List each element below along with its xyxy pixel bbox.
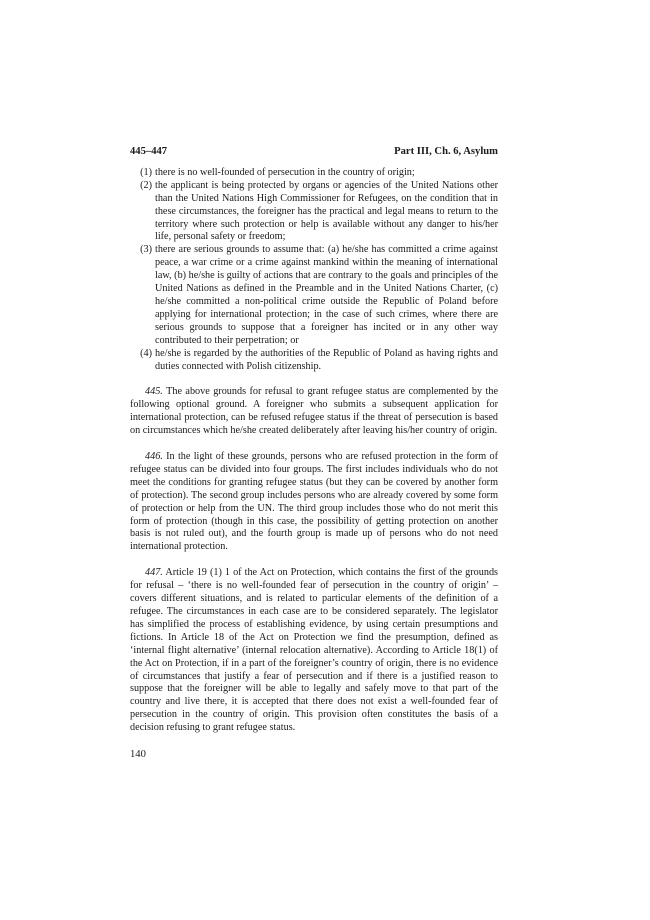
list-item-number: (3) bbox=[140, 244, 152, 256]
list-item-text: there is no well-founded of persecution in the country of origin; bbox=[155, 166, 415, 178]
page-number: 140 bbox=[130, 749, 146, 761]
paragraph-445 bbox=[130, 386, 498, 438]
list-item-number: (2) bbox=[140, 179, 152, 191]
paragraph-447 bbox=[130, 567, 498, 735]
list-item-number: (4) bbox=[140, 347, 152, 359]
list-item bbox=[130, 180, 498, 245]
list-item-text: there are serious grounds to assume that: (a) he/she has committed a crime against peace, a war crime or a crime against mankind within the meaning of international law, (b) he/she is guilty of actions that are contrary to the goals and principles of the United Nations as defined in the Preamble and in the United Nations Charter, (c) he/she committed a non-political crime outside the Republic of Poland before applying for international protection; in the case of such crimes, where there are serious grounds to suppose that a foreigner has incited or in any other way contributed to their perpetration; or bbox=[155, 244, 498, 346]
running-head bbox=[130, 146, 498, 159]
list-item bbox=[130, 244, 498, 347]
book-page bbox=[130, 146, 498, 762]
list-item bbox=[130, 348, 498, 374]
list-item-text: he/she is regarded by the authorities of the Republic of Poland as having rights and duties connected with Polish citizenship. bbox=[155, 347, 498, 372]
section-range: 445–447 bbox=[130, 146, 168, 157]
list-item-text: the applicant is being protected by organs or agencies of the United Nations other than the United Nations High Commissioner for Refugees, on the condition that in these circumstances, the foreigner has the practical and legal means to return to the territory where such protection or help is available without any danger to his/her life, personal safety or freedom; bbox=[155, 179, 498, 243]
list-item bbox=[130, 167, 498, 180]
list-item-number: (1) bbox=[140, 166, 152, 178]
paragraph-number: 447. bbox=[145, 567, 163, 579]
paragraph-number: 445. bbox=[145, 386, 163, 398]
grounds-list bbox=[130, 167, 498, 374]
chapter-title: Part III, Ch. 6, Asylum bbox=[394, 146, 498, 157]
paragraph-text: The above grounds for refusal to grant refugee status are complemented by the following optional ground. A foreigner who submits a subsequent application for international protection, can be refused refugee status if the threat of persecution is based on circumstances which he/she created deliberately after leaving his/her country of origin. bbox=[130, 386, 498, 437]
paragraph-number: 446. bbox=[145, 451, 163, 463]
paragraph-446 bbox=[130, 451, 498, 554]
paragraph-text: Article 19 (1) 1 of the Act on Protection, which contains the first of the grounds for refusal – ‘there is no well-founded fear of persecution in the country of origin’ – covers different situations, and is related to particular elements of the definition of a refugee. The circumstances in each case are to be considered separately. The legislator has simplified the process of establishing evidence, by using certain presumptions and fictions. In Article 18 of the Act on Protection we find the presumption, defined as ‘internal flight alternative’ (internal relocation alternative). According to Article 18(1) of the Act on Protection, if in a part of the foreigner’s country of origin, there is no evidence of circumstances that justify a fear of persecution and if there is a justified reason to suppose that the foreigner will be able to legally and safely move to that part of the country and live there, it is accepted that there does not exist a well-founded fear of persecution in the country of origin. This provision often constitutes the basis of a decision refusing to grant refugee status. bbox=[130, 567, 499, 734]
paragraph-text: In the light of these grounds, persons who are refused protection in the form of refugee status can be divided into four groups. The first includes individuals who do not meet the conditions for granting refugee status (but they can be covered by another form of protection). The second group includes persons who are already covered by some form of protection or help from the UN. The third group includes those who do not merit this form of protection (though in this case, the possibility of getting protection on another basis is not ruled out), and the fourth group is made up of persons who do not need international protection. bbox=[130, 451, 499, 553]
